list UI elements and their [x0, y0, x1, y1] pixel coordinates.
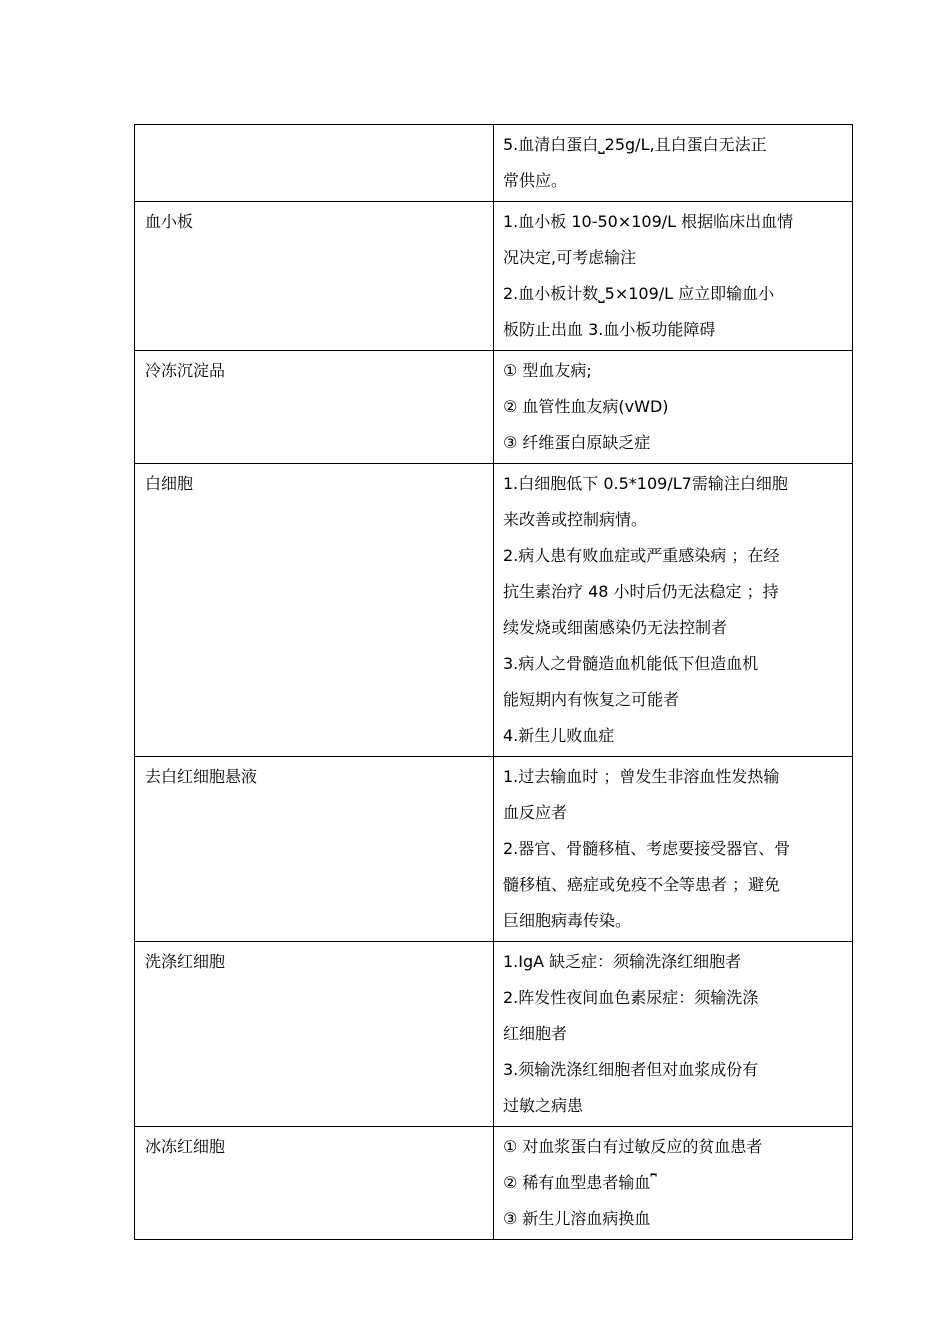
- indication-line: 髓移植、癌症或免疫不全等患者 ；避免: [503, 875, 781, 894]
- indication-line: 血反应者: [503, 803, 568, 822]
- indication-line: 1.白细胞低下 0.5*109/L7需输注白细胞: [503, 474, 788, 493]
- table-row: [135, 1127, 853, 1240]
- indication-line: 板防止出血 3.血小板功能障碍: [503, 320, 716, 339]
- indication-line: 2.阵发性夜间血色素尿症：须输洗涤: [503, 988, 759, 1007]
- indication-cell: [494, 942, 853, 1127]
- indication-line: 3.病人之骨髓造血机能低下但造血机: [503, 654, 759, 673]
- component-name-cell: 白细胞: [135, 464, 494, 757]
- indication-line: 3.须输洗涤红细胞者但对血浆成份有: [503, 1060, 759, 1079]
- indication-cell: [494, 202, 853, 351]
- indication-line: 2.血小板计数⎵5×109/L 应立即输血小: [503, 284, 775, 303]
- indication-line: ② 稀有血型患者输血⎴: [503, 1173, 657, 1192]
- indication-line: 2.病人患有败血症或严重感染病 ；在经: [503, 546, 780, 565]
- indication-line: 来改善或控制病情。: [503, 510, 648, 529]
- component-name-cell: 血小板: [135, 202, 494, 351]
- table-row: [135, 464, 853, 757]
- indication-cell: [494, 125, 853, 202]
- indication-line: 能短期内有恢复之可能者: [503, 690, 680, 709]
- indication-line: ③ 新生儿溶血病换血: [503, 1209, 651, 1228]
- indication-cell: [494, 1127, 853, 1240]
- indication-line: 巨细胞病毒传染。: [503, 911, 632, 930]
- indication-line: 续发烧或细菌感染仍无法控制者: [503, 618, 728, 637]
- indication-cell: [494, 464, 853, 757]
- indication-line: 1.过去输血时 ；曾发生非溶血性发热输: [503, 767, 780, 786]
- indication-line: ① 对血浆蛋白有过敏反应的贫血患者: [503, 1137, 763, 1156]
- indication-line: ① 型血友病;: [503, 361, 592, 380]
- indication-line: 过敏之病患: [503, 1096, 584, 1115]
- indication-cell: [494, 757, 853, 942]
- indication-line: ③ 纤维蛋白原缺乏症: [503, 433, 651, 452]
- component-name-cell: 冰冻红细胞: [135, 1127, 494, 1240]
- indication-line: 常供应。: [503, 171, 568, 190]
- table-row: [135, 125, 853, 202]
- indication-line: 况决定,可考虑输注: [503, 248, 637, 267]
- indication-line: 抗生素治疗 48 小时后仍无法稳定 ；持: [503, 582, 779, 601]
- table-row: [135, 202, 853, 351]
- indication-line: 5.血清白蛋白⎵25g/L,且白蛋白无法正: [503, 135, 767, 154]
- table-row: [135, 351, 853, 464]
- indication-line: ② 血管性血友病(vWD): [503, 397, 669, 416]
- indication-line: 1.血小板 10-50×109/L 根据临床出血情: [503, 212, 794, 231]
- table-row: [135, 942, 853, 1127]
- indication-table: [134, 124, 853, 1240]
- table-row: [135, 757, 853, 942]
- component-name-cell: 冷冻沉淀品: [135, 351, 494, 464]
- component-name-cell: 去白红细胞悬液: [135, 757, 494, 942]
- indication-line: 4.新生儿败血症: [503, 726, 615, 745]
- indication-line: 1.IgA 缺乏症：须输洗涤红细胞者: [503, 952, 742, 971]
- component-name-cell: [135, 125, 494, 202]
- component-name-cell: 洗涤红细胞: [135, 942, 494, 1127]
- indication-line: 红细胞者: [503, 1024, 568, 1043]
- indication-line: 2.器官、骨髓移植、考虑要接受器官、骨: [503, 839, 791, 858]
- indication-cell: [494, 351, 853, 464]
